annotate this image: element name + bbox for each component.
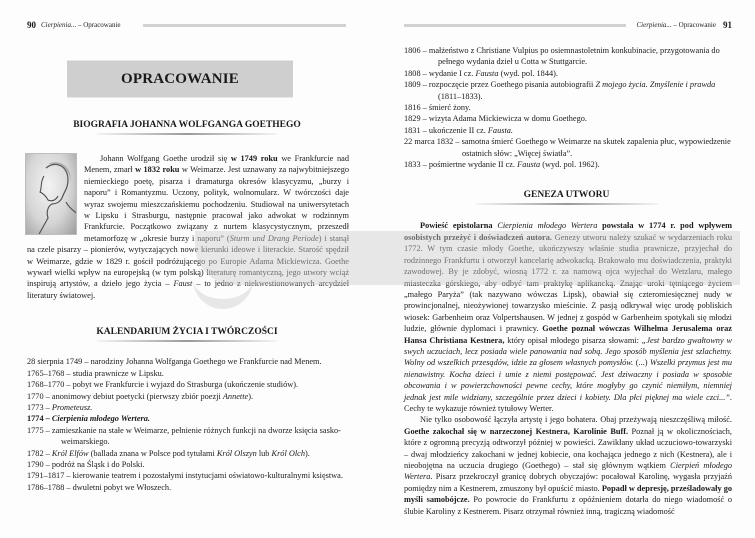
text-run: Genezy utworu należy szukać w wydarzeniach roku 1772. W tym czasie młody Goethe, ukończywszy właśnie studia prawnicze, przyjechał do rodzinnego Frankfurtu i otworzył kancelarię adwokacką. Brakowało mu doświadczenia, praktyki zawodowej. By je zdobyć, wiosną 1772 r. za namową ojca wyjechał do Wetzlaru, małego miasteczka górskiego, aby odbyć tam praktykę aplikancką. Znając uroki tętniącego życiem „małego Paryża” (tak nazywano wówczas Lipsk), obawiał się czteromiesięcznej nudy w prowincjonalnej, nieożywionej towarzysko mieścinie. Z pasją odkrywał więc urodę pobliskich wiosek: Garbenheim oraz Volpertshausen. W jednej z gospód w Garbenheim spotykali się młodzi ludzie, głównie dyplomaci i prawnicy. xyxy=(404,232,732,334)
bold-text-run: powstała w 1774 r. pod wpływem osobistych przeżyć i doświadczeń autora. xyxy=(404,221,732,242)
bold-text-run: Goethe zakochał się w narzeczonej Kestnera, Karolinie Buff. xyxy=(404,426,629,436)
calendar-entry xyxy=(404,136,732,159)
text-run: 1786–1788 – dwuletni pobyt we Włoszech. xyxy=(27,482,172,492)
text-run: Nie tylko osobowość łączyła artystę i jego bohatera. Obaj przeżywają nieszczęśliwą miłość. xyxy=(420,415,732,425)
text-run: ) i stanął na czele pisarzy – pionierów, wytyczających nowe kierunki ideowe i literackie. Starość spędził w Weimarze, gdzie w 1829 r. gościł podróżującego po Europie Adama Mickiewicza. Goethe wywarł wielki wpływ na europejską (w tym polską) literaturę romantyczną, jego utwory wciąż inspirują artystów, a dzieło jego życia – xyxy=(27,233,350,289)
text-run: 1831 – ukończenie II cz. xyxy=(404,125,488,135)
calendar-entry xyxy=(404,79,732,102)
calendar-list-left xyxy=(27,356,349,493)
header-rule xyxy=(143,24,346,27)
text-run: we Frankfurcie nad Menem, zmarł xyxy=(84,154,349,175)
italic-text-run: Król Elfów xyxy=(51,448,89,458)
text-run: 1791–1817 – kierowanie teatrem i pozostałymi instytucjami oświatowo-kulturalnymi księstwa. xyxy=(27,471,343,481)
text-run: 22 marca 1832 – samotna śmierć Goethego w Weimarze na skutek zapalenia płuc, wypowiedzenie ostatnich słów: „Więcej światła”. xyxy=(404,137,731,158)
text-run: 1816 – śmierć żony. xyxy=(404,103,471,113)
text-run: 1774 – xyxy=(27,414,52,424)
bold-text-run: Goethe poznał wówczas Wilhelma Jerusalema oraz Hansa Christiana Kestnera, xyxy=(404,324,732,345)
text-run: 1775 – zamieszkanie na stałe w Weimarze, pełnienie różnych funkcji na dworze księcia sasko-weimarskiego. xyxy=(27,425,341,447)
italic-text-run: Prometeusz. xyxy=(51,402,93,412)
header-rule xyxy=(404,24,626,27)
italic-text-run: Sturm und Drang Periode xyxy=(229,233,319,243)
calendar-entry xyxy=(27,459,349,470)
text-run: (ballada znana w Polsce pod tytułami xyxy=(88,448,217,458)
calendar-entry xyxy=(404,68,732,79)
calendar-entry xyxy=(27,402,349,413)
calendar-entry xyxy=(27,482,349,493)
running-header-left xyxy=(27,20,360,30)
bold-text-run: Popadł w depresję, prześladowały go myśli samobójcze. xyxy=(404,483,732,505)
page-number: 91 xyxy=(723,20,732,30)
genesis-paragraph xyxy=(404,414,732,517)
left-page xyxy=(0,0,377,538)
text-run: (wyd. pol. 1844). xyxy=(498,68,558,78)
genesis-text xyxy=(404,220,732,517)
section-title-biography: BIOGRAFIA JOHANNA WOLFGANGA GOETHEGO xyxy=(27,120,347,135)
calendar-entry xyxy=(27,356,349,367)
calendar-entry xyxy=(404,113,732,124)
running-title: Cierpienia... – Opracowanie xyxy=(636,21,716,29)
text-run: . Cechy te wykazuje również tytułowy Werter. xyxy=(404,392,732,413)
calendar-list-right xyxy=(404,45,732,170)
text-run: 1773 – xyxy=(27,402,52,412)
calendar-entry xyxy=(404,125,732,136)
text-run: (...) xyxy=(633,358,650,368)
bold-text-run: w 1832 roku xyxy=(135,165,180,175)
italic-text-run: Annette xyxy=(222,391,249,401)
text-run: 1808 – wydanie I cz. xyxy=(404,68,476,78)
text-run: 1782 – xyxy=(27,448,52,458)
page-number: 90 xyxy=(27,20,36,30)
calendar-entry xyxy=(27,379,349,390)
text-run: 1829 – wizyta Adama Mickiewicza w domu Goethego. xyxy=(404,114,587,124)
goethe-portrait xyxy=(25,153,77,235)
text-run: . Pisarz przekroczył granicę dobrych obyczajów: pocałował Karolinę, wygasła przyjaźń pomiędzy nim a Kestnerem, zmuszony był opuścić miasto. xyxy=(404,472,732,493)
text-run: Johann Wolfgang Goethe urodził się xyxy=(100,154,231,163)
text-run: 1833 – pośmiertne wydanie II cz. xyxy=(404,160,518,170)
italic-text-run: „Jest bardzo gwałtowny w swych uczuciach, lecz posiada wiele panowania nad sobą. Jego sposób myślenia jest szlachetny. Wolny od wszelkich przesądów, idzie za głosem własnych pomysłów. xyxy=(404,335,732,368)
text-run: 1770 – anonimowy debiut poetycki (pierwszy zbiór poezji xyxy=(27,391,223,401)
text-run: 1765–1768 – studia prawnicze w Lipsku. xyxy=(27,368,164,378)
italic-text-run: Król Olszyn xyxy=(216,448,257,458)
section-title-calendar: KALENDARIUM ŻYCIA I TWÓRCZOŚCI xyxy=(27,327,347,342)
italic-text-run: Fausta. xyxy=(487,125,513,135)
calendar-entry xyxy=(27,448,349,459)
text-run: ). xyxy=(304,448,310,458)
text-run: Poznał ją w okolicznościach, które z ogromną precyzją odtworzył później w powieści. Zawikłany układ uczuciowo-towarzyski – dwaj młodzieńcy zakochani w jednej kobiecie, ona kochająca jednego z nich (Kestnera), ale i nieobojętna na uczucia drugiego (Goethego) – stał się głównym wątkiem xyxy=(404,426,732,470)
portrait-icon xyxy=(26,154,77,235)
calendar-entry xyxy=(404,102,732,113)
italic-text-run: Faust xyxy=(173,279,193,289)
text-run: 28 sierpnia 1749 – narodziny Johanna Wolfganga Goethego we Frankfurcie nad Menem. xyxy=(27,357,322,367)
italic-text-run: Z mojego życia. Zmyślenie i prawda xyxy=(595,80,716,90)
running-header-right xyxy=(404,20,732,30)
calendar-entry xyxy=(27,470,349,481)
text-run: w Weimarze. Jest uznawany za najwybitniejszego niemieckiego poetę, pisarza i dramaturga okresów klasycyzmu, „burzy i naporu” i Romantyzmu. Uczony, polityk, wolnomularz. W twórczości daje wyraz swojemu mieszczańskiemu pochodzeniu. Studiował na uniwersytetach w Lipsku i Strasburgu, następnie pracował jako adwokat w rodzinnym Frankfurcie. Początkowo związany z nurtem klasycystycznym, przeszedł metamorfozę w „okresie burzy i naporu” ( xyxy=(84,165,349,243)
italic-text-run: Cierpień młodego Wertera xyxy=(404,461,733,482)
text-run: lub xyxy=(256,448,272,458)
running-title: Cierpienia... – Opracowanie xyxy=(41,21,121,29)
calendar-entry xyxy=(27,391,349,402)
calendar-entry xyxy=(27,413,349,424)
text-run: 1809 – rozpoczęcie przez Goethego pisania autobiografii xyxy=(404,80,596,90)
italic-text-run: Fausta xyxy=(517,160,541,170)
genesis-paragraph xyxy=(404,220,732,414)
text-run: 1768–1770 – pobyt we Frankfurcie i wyjazd do Strasburga (ukończenie studiów). xyxy=(27,380,299,390)
text-run: – to jedno z niekwestionowanych arcydzieł literatury światowej. xyxy=(27,279,349,300)
section-title-genesis: GENEZA UTWORU xyxy=(404,190,729,205)
calendar-entry xyxy=(404,159,732,170)
bold-text-run: Powieść epistolarna xyxy=(420,221,498,231)
biography-text xyxy=(27,153,349,301)
chapter-banner: OPRACOWANIE xyxy=(67,60,293,98)
text-run: (wyd. pol. 1962). xyxy=(540,160,600,170)
text-run: ). xyxy=(248,391,254,401)
calendar-entry xyxy=(27,368,349,379)
italic-text-run: Cierpienia młodego Wertera. xyxy=(51,414,150,424)
text-run: Po powrocie do Frankfurtu z opóźnieniem dotarła do niego wiadomość o ślubie Karoliny z Kestnerem. Pisarz otrzymał również inną, tragiczną wiadomość xyxy=(404,495,732,516)
text-run: który opisał młodego pisarza słowami: xyxy=(504,335,642,345)
right-page xyxy=(377,0,754,538)
italic-text-run: Cierpienia młodego Wertera xyxy=(497,221,598,231)
calendar-entry xyxy=(404,45,732,68)
text-run: 1806 – małżeństwo z Christiane Vulpius po osiemnastoletnim konkubinacie, przygotowania do pełnego wydania dzieł u Cotta w Stuttgarcie. xyxy=(404,46,720,67)
calendar-entry xyxy=(27,425,349,448)
italic-text-run: Fausta xyxy=(475,68,499,78)
bold-text-run: w 1749 roku xyxy=(230,154,278,163)
text-run: 1790 – podróż na Śląsk i do Polski. xyxy=(27,459,145,469)
text-run: (1811–1833). xyxy=(438,91,483,101)
italic-text-run: Król Olch xyxy=(271,448,305,458)
italic-text-run: Wszelki przymus jest mu nienawistny. Kocha dzieci i umie z niemi postępować. Jest dziwaczny i posiada w sposobie obcowania i w powierzchowności pewne cechy, które mogłyby go czynić niemiłym, niemniej jednak jest mile widziany, szczególnie przez dzieci i kobiety. Dla płci pięknej ma wiele czci...” xyxy=(404,358,733,402)
